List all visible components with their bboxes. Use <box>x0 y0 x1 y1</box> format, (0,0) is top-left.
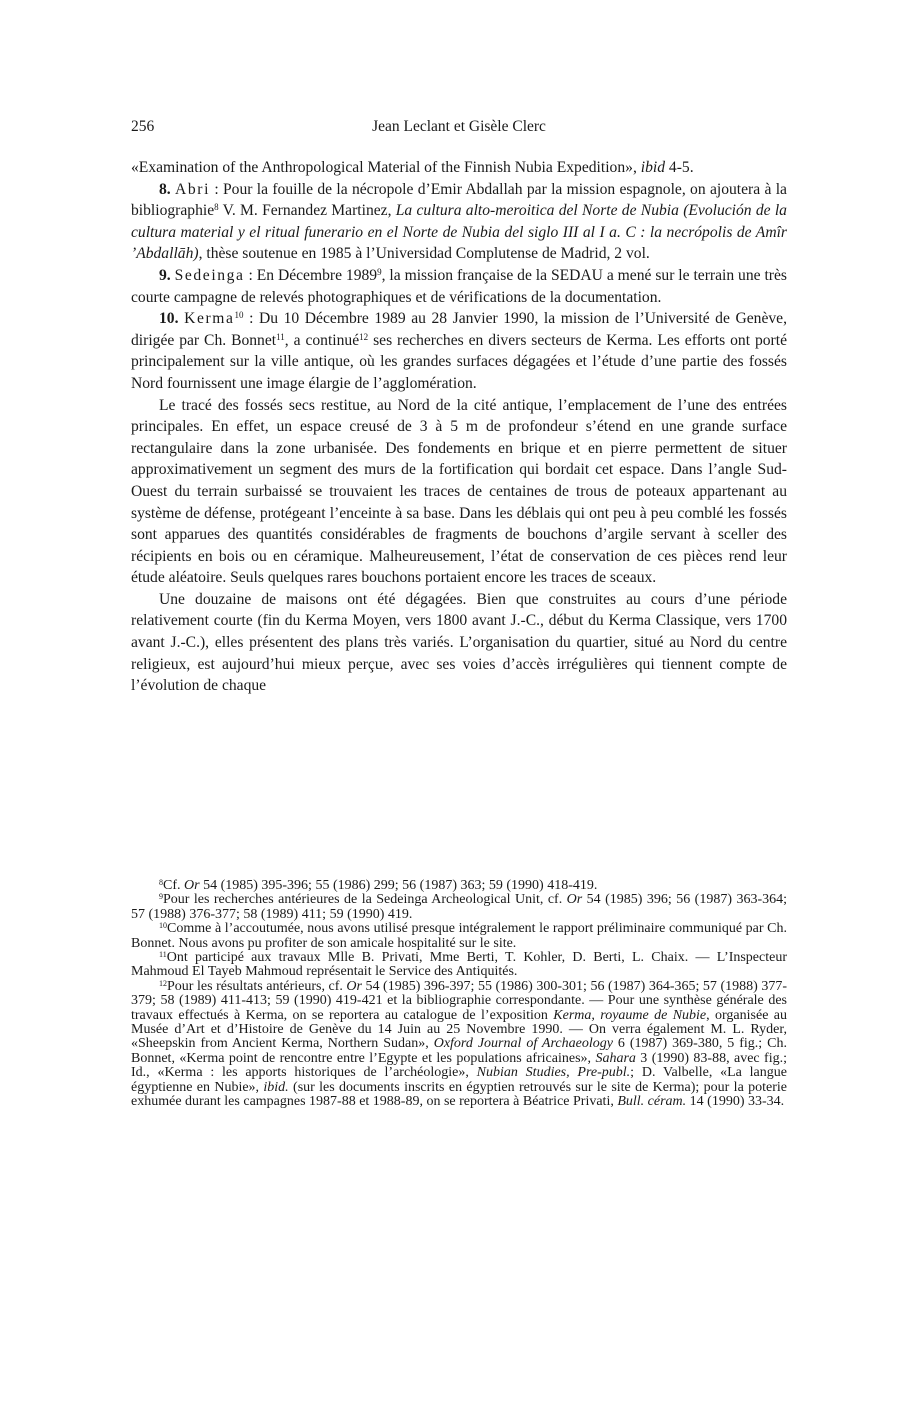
footnote-9: $^9$Pour les recherches antérieures de la Sedeinga Archeological Unit, cf. Or 54 (1985) 396; 56 (1987) 363-364; 57 (1988) 376-377; 58 (1989) 411; 59 (1990) 419. <box>131 892 787 922</box>
paragraph-8-abri: 8. Abri : Pour la fouille de la nécropole d’Emir Abdallah par la mission espagnole, on ajoutera à la bibliographie$^8$ V. M. Fernandez Martinez, La cultura alto-meroitica del Norte de Nubia (Evolución de la cultura material y el ritual funerario en el Norte de Nubia del siglo III al I a. C : la necrópolis de Amîr ’Abdallāh), thèse soutenue en 1985 à l’Universidad Complutense de Madrid, 2 vol. <box>131 180 787 263</box>
page <box>131 118 787 697</box>
section-number: 8. <box>159 180 171 198</box>
site-name: Kerma <box>184 310 235 328</box>
paragraph-fosses: Le tracé des fossés secs restitue, au Nord de la cité antique, l’emplacement de l’une des entrées principales. En effet, un espace creusé de 3 à 5 m de profondeur s’étend en une grande surface rectangulaire dans la zone urbanisée. Des fondements en brique et en pierre permettent de situer approximativement un segment des murs de la fortification qui bordait cet espace. Dans l’angle Sud-Ouest du terrain surbaissé se trouvaient les traces de centaines de trous de poteaux appartenant au système de défense, protégeant l’enceinte à sa base. Dans les déblais qui ont peu à peu comblé les fossés sont apparues des quantités considérables de fragments de bouchons d’argile servant à sceller des récipients en bois ou en céramique. Malheureusement, l’état de conservation de ces pièces rend leur étude aléatoire. Seuls quelques rares bouchons portaient encore les traces de sceaux. <box>131 396 787 587</box>
footnote-12: $^{12}$Pour les résultats antérieurs, cf. Or 54 (1985) 396-397; 55 (1986) 300-301; 56 (1987) 364-365; 57 (1988) 377-379; 58 (1989) 411-413; 59 (1990) 419-421 et la bibliographie correspondante. — Pour une synthèse générale des travaux effectués à Kerma, on se reportera au catalogue de l’exposition Kerma, royaume de Nubie, organisée au Musée d’Art et d’Histoire de Genève du 14 Juin au 25 Novembre 1990. — On verra également M. L. Ryder, «Sheepskin from Ancient Kerma, Northern Sudan», Oxford Journal of Archaeology 6 (1987) 369-380, 5 fig.; Ch. Bonnet, «Kerma point de rencontre entre l’Egypte et les populations africaines», Sahara 3 (1990) 83-88, avec fig.; Id., «Kerma : les apports historiques de l’archéologie», Nubian Studies, Pre-publ.; D. Valbelle, «La langue égyptienne en Nubie», ibid. (sur les documents inscrits en égyptien retrouvés sur le site de Kerma); pour la poterie exhumée durant les campagnes 1987-88 et 1988-89, on se reportera à Béatrice Privati, Bull. céram. 14 (1990) 33-34. <box>131 978 787 1110</box>
paragraph-maisons: Une douzaine de maisons ont été dégagées. Bien que construites au cours d’une période relativement courte (fin du Kerma Moyen, vers 1800 avant J.-C., début du Kerma Classique, vers 1700 avant J.-C.), elles présentent des plans très variés. L’organisation du quartier, situé au Nord du centre religieux, est aujourd’hui mieux perçue, avec ses voies d’accès irrégulières qui tiennent compte de l’évolution de chaque <box>131 590 787 695</box>
footnote-10: $^{10}$Comme à l’accoutumée, nous avons utilisé presque intégralement le rapport préliminaire communiqué par Ch. Bonnet. Nous avons pu profiter de son amicale hospitalité sur le site. <box>131 921 787 951</box>
paragraph-10-kerma: 10. Kerma$^{10}$ : Du 10 Décembre 1989 au 28 Janvier 1990, la mission de l’Université de Genève, dirigée par Ch. Bonnet$^{11}$, a continué$^{12}$ ses recherches en divers secteurs de Kerma. Les efforts ont porté principalement sur la ville antique, où les grandes surfaces dégagées et l’étude d’une partie des fossés Nord fournissent une image élargie de l’agglomération. <box>131 310 787 392</box>
footnote-ref[interactable]: 12 <box>359 331 369 342</box>
footnote-8: $^8$Cf. Or 54 (1985) 395-396; 55 (1986) 299; 56 (1987) 363; 59 (1990) 418-419. <box>159 878 598 893</box>
paragraph-continuation: «Examination of the Anthropological Material of the Finnish Nubia Expedition», ibid 4-5. <box>131 159 694 176</box>
running-title: Jean Leclant et Gisèle Clerc <box>372 118 546 135</box>
footnote-ref[interactable]: 8 <box>214 202 219 213</box>
footnote-number: 12 <box>159 978 167 988</box>
paragraph-9-sedeinga: 9. Sedeinga : En Décembre 1989$^9$, la mission française de la SEDAU a mené sur le terrain une très courte campagne de relevés photographiques et de vérifications de la documentation. <box>131 266 787 306</box>
footnote-ref[interactable]: 9 <box>377 266 382 277</box>
footnotes <box>131 879 787 1110</box>
footnote-11: $^{11}$Ont participé aux travaux Mlle B. Privati, Mme Berti, T. Kohler, D. Berti, L. Chaix. — L’Inspecteur Mahmoud El Tayeb Mahmoud représentait le Service des Antiquités. <box>131 950 787 980</box>
site-name: Sedeinga <box>174 266 245 284</box>
main-text <box>131 157 787 697</box>
footnote-number: 8 <box>159 878 163 887</box>
footnote-number: 10 <box>159 921 167 931</box>
section-number: 10. <box>159 310 179 328</box>
thesis-title: La cultura alto-meroitica del Norte de Nubia (Evolución de la cultura material y el ritual funerario en el Norte de Nubia del siglo III al I a. C : la necrópolis de Amîr ’Abdallāh) <box>131 202 787 263</box>
footnote-number: 9 <box>159 892 163 902</box>
section-number: 9. <box>159 266 171 284</box>
site-name: Abri <box>175 180 211 198</box>
footnote-ref[interactable]: 10 <box>234 310 244 321</box>
footnote-number: 11 <box>159 950 167 960</box>
running-header <box>131 118 787 142</box>
footnote-ref[interactable]: 11 <box>276 331 285 342</box>
page-number: 256 <box>131 118 155 135</box>
